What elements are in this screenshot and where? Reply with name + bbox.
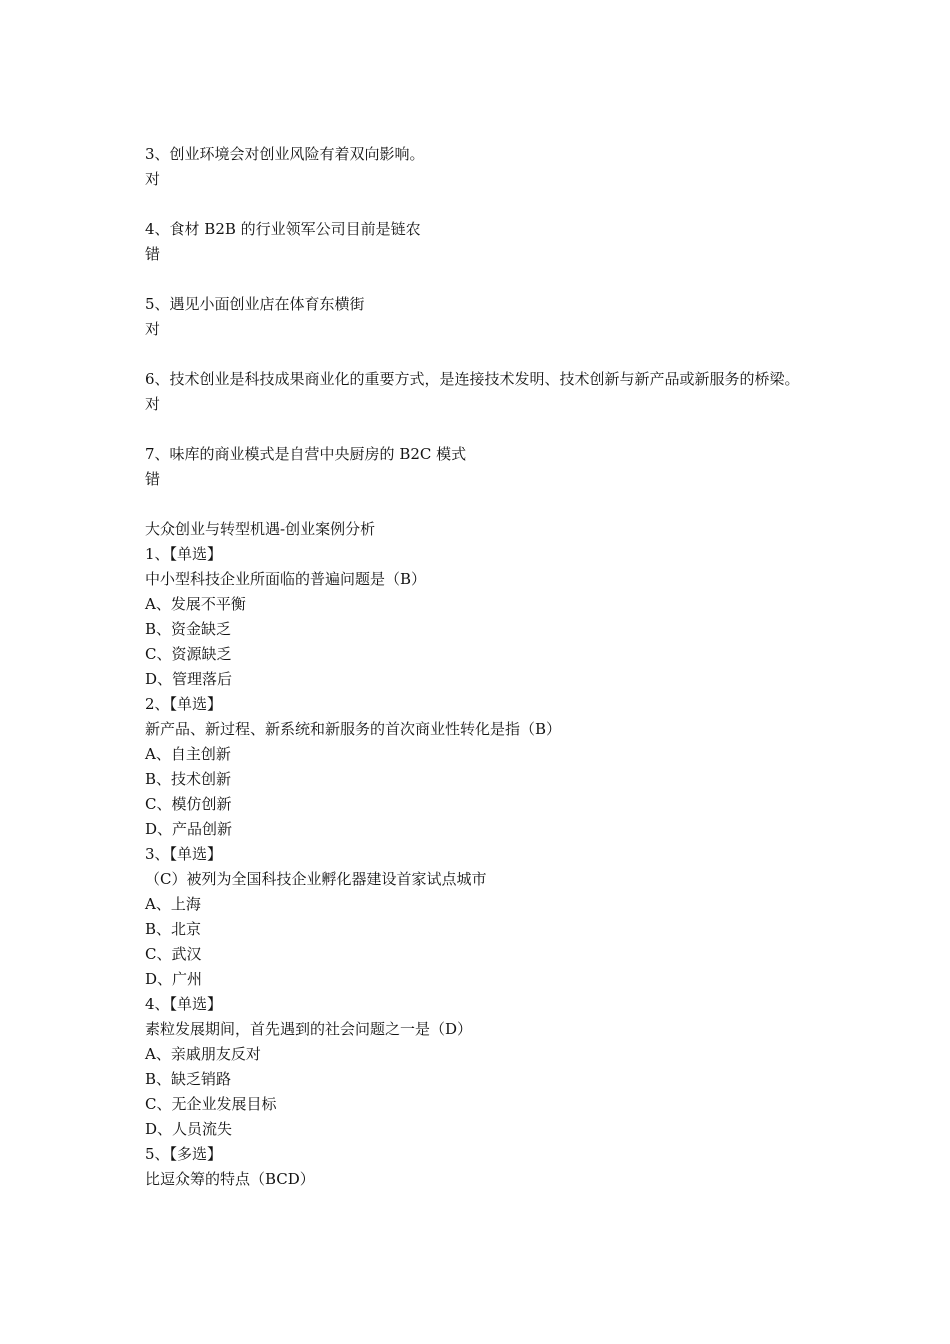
judgement-answer: 对 [145, 395, 161, 413]
choice-option: C、武汉 [145, 945, 202, 963]
document-page [145, 142, 825, 1192]
choice-option: D、人员流失 [145, 1120, 233, 1138]
choice-option: A、上海 [145, 895, 201, 913]
choice-option: D、产品创新 [145, 820, 233, 838]
spacer [145, 342, 825, 367]
choice-option: B、技术创新 [145, 770, 232, 788]
choice-item-3 [145, 842, 825, 992]
judgement-answer: 错 [145, 245, 161, 263]
choice-option: B、缺乏销路 [145, 1070, 232, 1088]
choice-number: 5、【多选】 [145, 1145, 223, 1163]
spacer [145, 417, 825, 442]
judgement-question: 4、食材 B2B 的行业领军公司目前是链农 [145, 220, 421, 238]
spacer [145, 192, 825, 217]
choice-option: D、管理落后 [145, 670, 233, 688]
choice-item-1 [145, 542, 825, 692]
choice-number: 1、【单选】 [145, 545, 223, 563]
choice-item-2 [145, 692, 825, 842]
choice-option: A、亲戚朋友反对 [145, 1045, 261, 1063]
choice-question: 新产品、新过程、新系统和新服务的首次商业性转化是指（B） [145, 720, 562, 738]
choice-item-4 [145, 992, 825, 1142]
judgement-question: 6、技术创业是科技成果商业化的重要方式，是连接技术发明、技术创新与新产品或新服务的桥梁。 [145, 370, 800, 388]
judgement-question: 5、遇见小面创业店在体育东横街 [145, 295, 365, 313]
judgement-question: 7、味库的商业模式是自营中央厨房的 B2C 模式 [145, 445, 467, 463]
choice-option: C、无企业发展目标 [145, 1095, 277, 1113]
choice-question: 中小型科技企业所面临的普遍问题是（B） [145, 570, 427, 588]
judgement-question: 3、创业环境会对创业风险有着双向影响。 [145, 145, 425, 163]
choice-option: A、发展不平衡 [145, 595, 246, 613]
choice-item-5 [145, 1142, 825, 1192]
choice-number: 2、【单选】 [145, 695, 223, 713]
choice-option: A、自主创新 [145, 745, 231, 763]
judgement-item-4 [145, 217, 825, 267]
choice-option: D、广州 [145, 970, 203, 988]
judgement-item-3 [145, 142, 825, 192]
choice-question: 素粒发展期间，首先遇到的社会问题之一是（D） [145, 1020, 473, 1038]
choice-option: C、模仿创新 [145, 795, 232, 813]
judgement-answer: 对 [145, 170, 161, 188]
judgement-item-5 [145, 292, 825, 342]
choice-question: 比逗众筹的特点（BCD） [145, 1170, 315, 1188]
choice-option: B、北京 [145, 920, 202, 938]
spacer [145, 492, 825, 517]
choice-option: C、资源缺乏 [145, 645, 232, 663]
judgement-item-6 [145, 367, 825, 417]
judgement-answer: 错 [145, 470, 161, 488]
choice-question: （C）被列为全国科技企业孵化器建设首家试点城市 [145, 870, 487, 888]
spacer [145, 267, 825, 292]
choice-option: B、资金缺乏 [145, 620, 232, 638]
choice-number: 3、【单选】 [145, 845, 223, 863]
section-title: 大众创业与转型机遇-创业案例分析 [145, 520, 376, 538]
judgement-item-7 [145, 442, 825, 492]
judgement-answer: 对 [145, 320, 161, 338]
choice-number: 4、【单选】 [145, 995, 223, 1013]
